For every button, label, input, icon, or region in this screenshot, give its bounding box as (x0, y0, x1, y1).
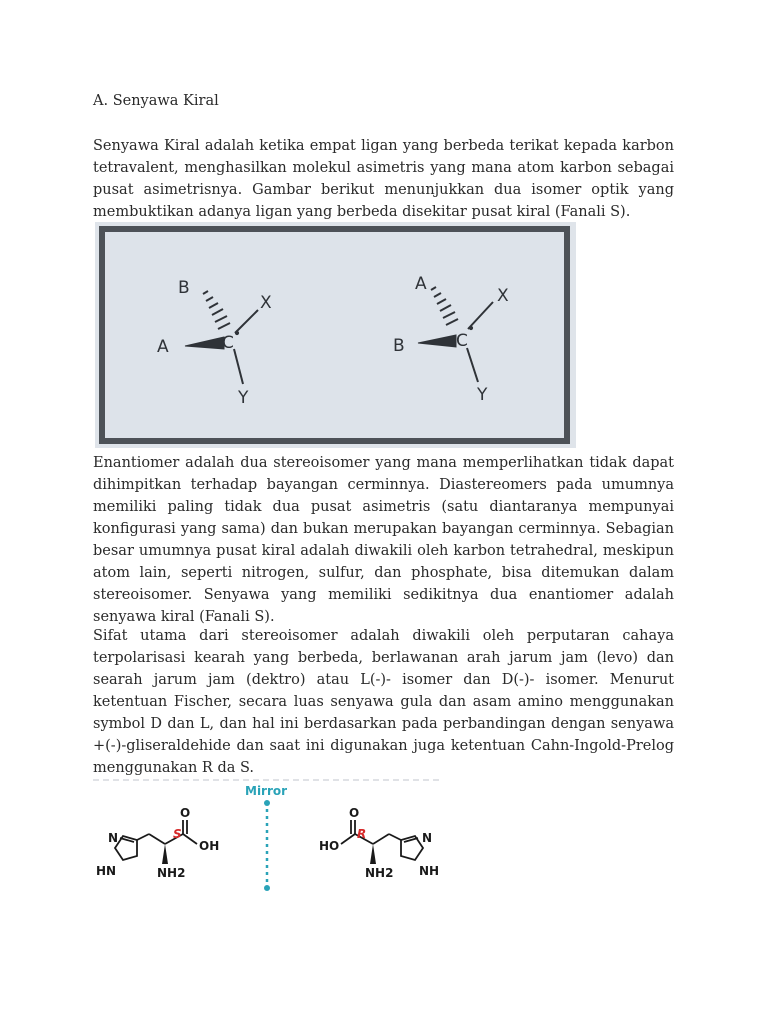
carbonyl-o-right: O (349, 806, 360, 820)
atom-c-right: C (456, 331, 468, 351)
paragraph-2: Enantiomer adalah dua stereoisomer yang mana memperlihatkan tidak dapat dihimpitkan terhadap bayangan cerminnya. Diastereomers pada umumnya memiliki paling tidak dua pusat asimetris (satu diantaranya mempunyai konfigurasi yang sama) dan bukan merupakan bayangan cerminnya. Sebagian besar umumnya pusat kiral adalah diwakili oleh karbon tetrahedral, meskipun atom lain, seperti nitrogen, sulfur, dan phosphate, bisa ditemukan dalam stereoisomer. Senyawa yang memiliki sedikitnya dua enantiomer adalah senyawa kiral (Fanali S). (93, 455, 674, 625)
optical-isomers-figure (95, 222, 576, 448)
ring-n-left: N (108, 831, 119, 845)
dot-right (469, 326, 472, 329)
figure-frame-inner (105, 232, 564, 438)
ring-n-right: N (422, 831, 433, 845)
carbonyl-o-left: O (180, 806, 191, 820)
hydroxyl-right: HO (319, 839, 340, 853)
amine-left: NH2 (157, 866, 186, 880)
config-label-s: S (173, 827, 182, 841)
atom-bottom-left: Y (238, 388, 249, 408)
ch2-bond-left-2 (149, 834, 165, 844)
amine-right: NH2 (365, 866, 394, 880)
ring-nh-right: NH (419, 864, 440, 878)
ch2-bond-right-1 (389, 834, 401, 840)
paragraph-3: Sifat utama dari stereoisomer adalah diwakili oleh perputaran cahaya terpolarisasi kearah yang berbeda, berlawanan arah jarum jam (levo) dan searah jarum jam (dektro) atau L(-)- isomer dan D(-)- isomer. Menurut ketentuan Fischer, secara luas senyawa gula dan asam amino menggunakan symbol D dan L, dan hal ini berdasarkan pada perbandingan dengan senyawa +(-)-gliseraldehide dan saat ini digunakan juga ketentuan Cahn-Ingold-Prelog menggunakan R da S. (93, 628, 674, 776)
atom-top-right: A (415, 274, 427, 294)
ch2-bond-right-2 (373, 834, 389, 844)
mirror-line (264, 800, 270, 891)
atom-right-right: X (497, 286, 509, 306)
atom-c-left: C (222, 333, 234, 353)
ch2-bond-left-1 (137, 834, 149, 840)
dot-left (235, 331, 238, 334)
atom-bottom-right: Y (477, 385, 488, 405)
oh-bond-right (341, 834, 355, 844)
histidine-r (341, 820, 423, 860)
atom-side-left: A (157, 337, 169, 357)
hydroxyl-left: OH (199, 839, 220, 853)
atom-side-right: B (393, 336, 405, 356)
atom-right-left: X (260, 293, 272, 313)
wedge-nh2-right (370, 844, 376, 864)
histidine-s (115, 820, 197, 860)
histidine-enantiomers-figure (93, 776, 453, 898)
wedge-nh2-left (162, 844, 168, 864)
mirror-label: Mirror (245, 784, 288, 798)
oh-bond-left (183, 834, 197, 844)
paragraph-1: Senyawa Kiral adalah ketika empat ligan yang berbeda terikat kepada karbon tetravalent, menghasilkan molekul asimetris yang mana atom karbon sebagai pusat asimetrisnya. Gambar berikut menunjukkan dua isomer optik yang membuktikan adanya ligan yang berbeda disekitar pusat kiral (Fanali S). (93, 138, 674, 220)
config-label-r: R (357, 827, 367, 841)
atom-top-left: B (178, 278, 190, 298)
ring-nh-left: HN (96, 864, 117, 878)
section-heading: A. Senyawa Kiral (93, 93, 219, 109)
